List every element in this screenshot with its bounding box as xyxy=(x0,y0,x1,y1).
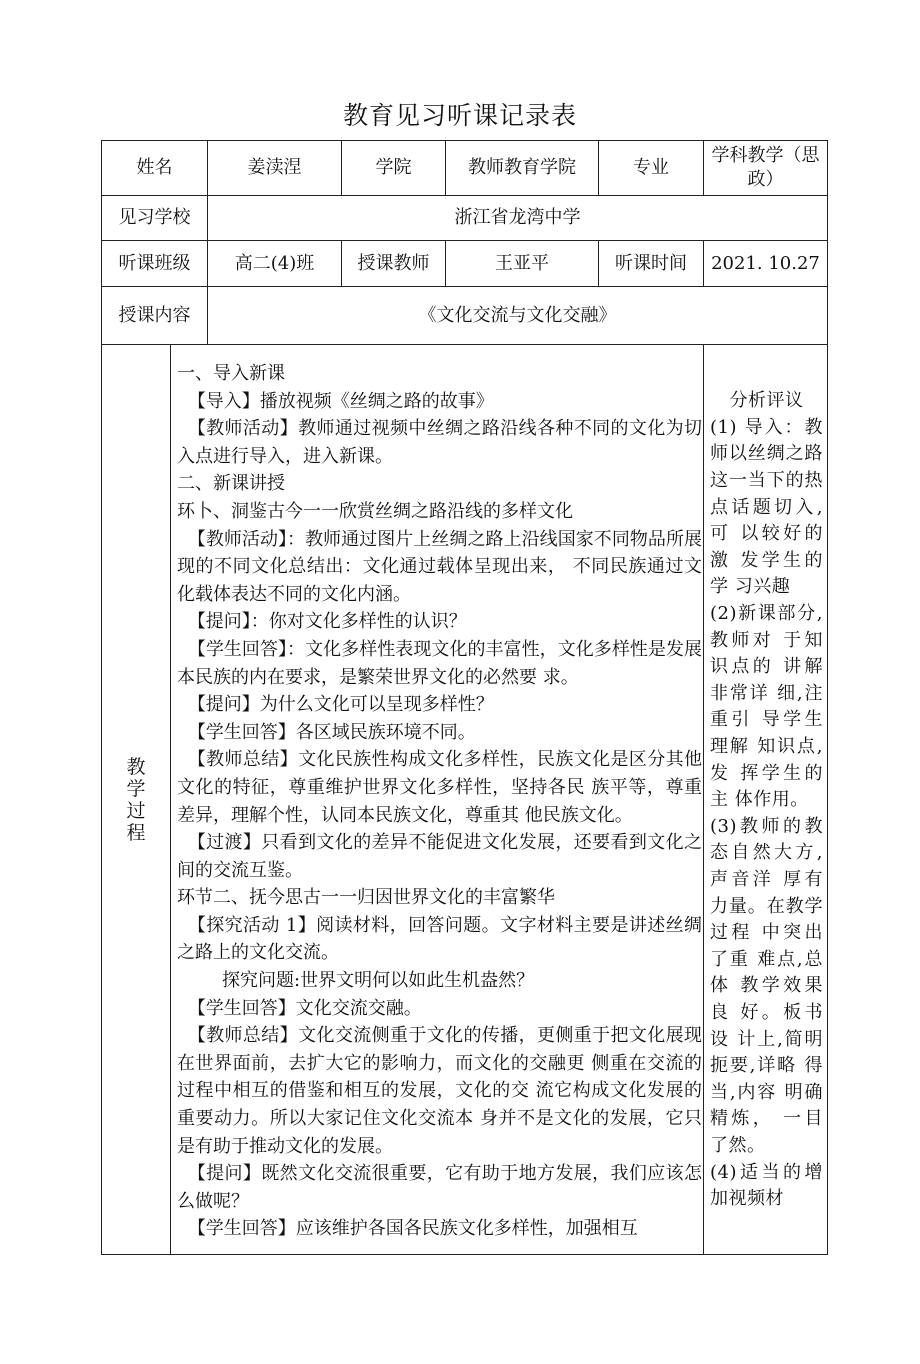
analysis-para: (2)新课部分,教师对 于知识点的 讲解非常详 细,注重引 导学生理解 知识点,发 挥学生的主 体作用。 xyxy=(710,603,823,811)
record-table xyxy=(101,140,828,1255)
row-content xyxy=(102,287,828,345)
row-process xyxy=(102,345,828,1255)
process-para: 环节二、抚今思古一一归因世界文化的丰富繁华 xyxy=(177,887,555,909)
process-para: 【提问】既然文化交流很重要，它有助于地方发展，我们应该怎么做呢？ xyxy=(177,1163,702,1212)
teacher-value: 王亚平 xyxy=(446,241,599,287)
analysis-para: (3)教师的教态自然大方,声音洋 厚有力量。在教学过程 中突出了重 难点,总体 教学效果良 好。板书设 计上,简明扼要,详略 得当,内容 明确精炼， 一目了然。 xyxy=(710,815,823,1156)
process-para: 【教师活动】教师通过视频中丝绸之路沿线各种不同的文化为切入点进行导入，进入新课。 xyxy=(177,418,702,467)
process-para: 【导入】播放视频《丝绸之路的故事》 xyxy=(187,390,494,412)
time-label: 听课时间 xyxy=(599,241,704,287)
name-value: 姜渎涅 xyxy=(208,141,342,196)
process-para: 环卜、洞鉴古今一一欣赏丝绸之路沿线的多样文化 xyxy=(177,500,573,522)
row-school xyxy=(102,196,828,241)
content-label: 授课内容 xyxy=(102,287,208,345)
name-label: 姓名 xyxy=(102,141,208,196)
process-label-cell xyxy=(102,345,171,1255)
process-para: 【教师活动】：教师通过图片上丝绸之路上沿线国家不同物品所展现的不同文化总结出：文化通过载体呈现出来， 不同民族通过文化载体表达不同的文化内涵。 xyxy=(177,528,702,605)
analysis-heading: 分析评议 xyxy=(729,390,804,412)
process-para: 【提问】：你对文化多样性的认识？ xyxy=(187,611,467,633)
process-para: 【学生回答】应该维护各国各民族文化多样性，加强相互 xyxy=(187,1218,638,1240)
class-label: 听课班级 xyxy=(102,241,208,287)
process-para: 【教师总结】文化民族性构成文化多样性，民族文化是区分其他文化的特征，尊重维护世界文化多样性，坚持各民 族平等，尊重差异，理解个性，认同本民族文化，尊重其 他民族文化。 xyxy=(177,749,702,826)
college-value: 教师教育学院 xyxy=(446,141,599,196)
process-para: 探究问题:世界文明何以如此生机盎然？ xyxy=(222,970,535,992)
college-label: 学院 xyxy=(342,141,446,196)
process-para: 二、新课讲授 xyxy=(177,473,285,495)
process-para: 【提问】为什么文化可以呈现多样性？ xyxy=(187,694,494,716)
school-value: 浙江省龙湾中学 xyxy=(208,196,828,241)
row-basic-info xyxy=(102,141,828,196)
teacher-label: 授课教师 xyxy=(342,241,446,287)
process-para: 【学生回答】各区域民族环境不同。 xyxy=(187,721,476,743)
time-value: 2021. 10.27 xyxy=(704,241,828,287)
row-class-info xyxy=(102,241,828,287)
process-para: 【教师总结】文化交流侧重于文化的传播，更侧重于把文化展现在世界面前，去扩大它的影响力，而文化的交融更 侧重在交流的过程中相互的借鉴和相互的发展，文化的交 流它构成文化发展的重要动力。所以大家记住文化交流本 身并不是文化的发展，它只是有助于推动文化的发展。 xyxy=(177,1025,702,1157)
process-para: 【学生回答】：文化多样性表现文化的丰富性，文化多样性是发展本民族的内在要求，是繁荣世界文化的必然要 求。 xyxy=(177,638,702,688)
analysis-body xyxy=(704,386,827,1212)
process-para: 【探究活动 1】阅读材料，回答问题。文字材料主要是讲述丝绸之路上的文化交流。 xyxy=(177,914,702,964)
analysis-para: (4)适当的增加视频材 xyxy=(710,1161,823,1210)
process-cell xyxy=(171,345,704,1255)
page-title: 教育见习听课记录表 xyxy=(342,101,577,130)
process-label: 教学过程 xyxy=(126,755,146,844)
process-para: 【过渡】只看到文化的差异不能促进文化发展，还要看到文化之间的交流互鉴。 xyxy=(177,832,702,881)
process-body xyxy=(171,356,703,1243)
major-value: 学科教学（思政） xyxy=(704,141,828,196)
process-para: 一、导入新课 xyxy=(177,363,285,384)
analysis-para: (1) 导入：教师以丝绸之路这一当下的热点话题切入,可 以较好的激 发学生的学 习兴趣 xyxy=(710,416,823,598)
content-value: 《文化交流与文化交融》 xyxy=(208,287,828,345)
analysis-cell xyxy=(704,345,828,1255)
process-para: 【学生回答】文化交流交融。 xyxy=(187,997,422,1019)
school-label: 见习学校 xyxy=(102,196,208,241)
class-value: 高二(4)班 xyxy=(208,241,342,287)
major-label: 专业 xyxy=(599,141,704,196)
